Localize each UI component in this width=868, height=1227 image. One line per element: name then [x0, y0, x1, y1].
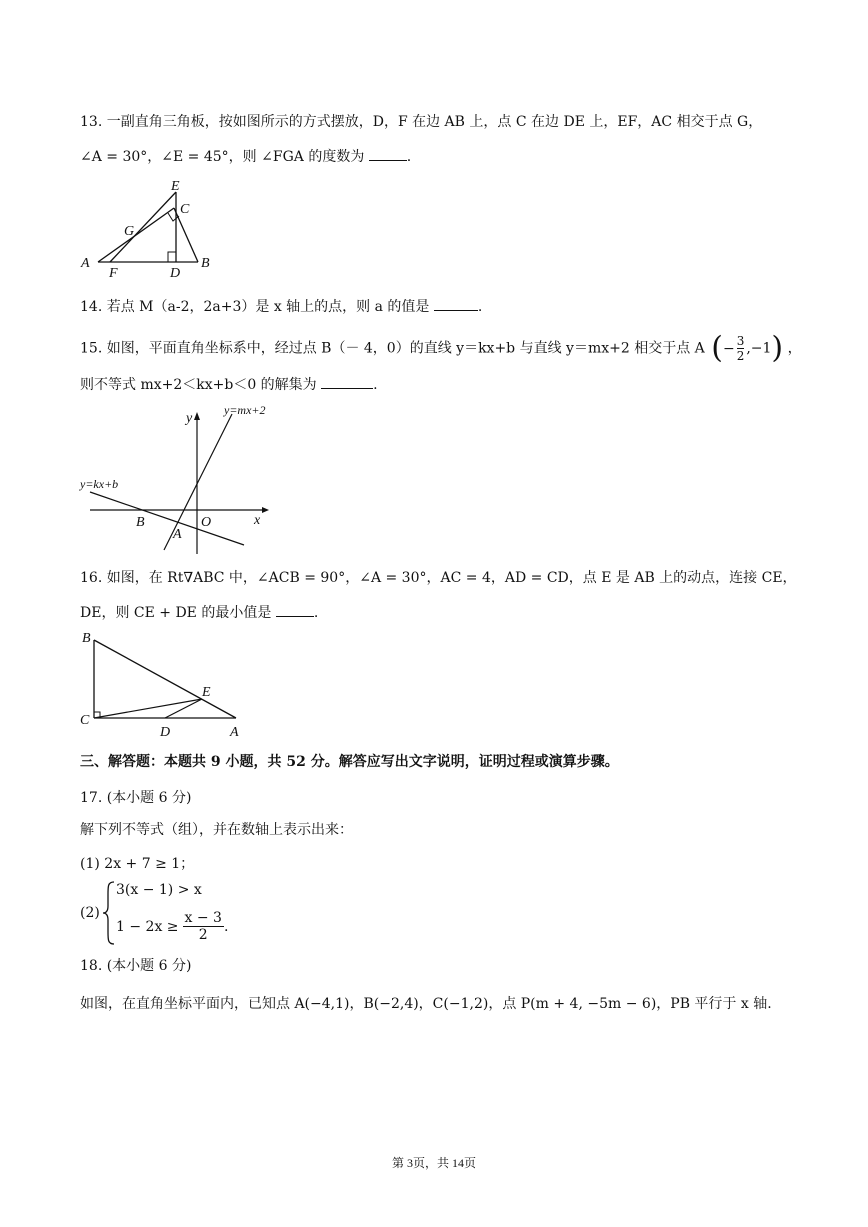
q17-instruction: 解下列不等式（组），并在数轴上表示出来：: [80, 822, 353, 838]
q13-line2-text: ∠A = 30°，∠E = 45°，则 ∠FGA 的度数为: [80, 149, 365, 165]
q15-label-B: B: [136, 515, 145, 530]
q17-sys-line2-lhs: 1 − 2x ≥: [116, 918, 179, 935]
q17-system: [100, 880, 229, 946]
q15-text: 15. 如图，平面直角坐标系中，经过点 B（－ 4，0）的直线 y＝kx+b 与直线 y＝mx+2 相交于点 A: [80, 340, 705, 357]
q16-figure: [76, 626, 256, 742]
q15-x-arrow: [262, 507, 269, 513]
q15-label-O: O: [201, 515, 212, 530]
q15-line2-text: 则不等式 mx+2＜kx+b＜0 的解集为: [80, 377, 317, 393]
q13-label-A: A: [81, 256, 90, 271]
q16-label-D: D: [160, 725, 171, 740]
q15-line-kx-b: [90, 492, 244, 545]
q15-point-A: (− $\frac{3}{2}$ ,−1): [711, 330, 784, 366]
q15-label-kxb: y=kx+b: [80, 477, 119, 491]
page-footer: 第 3页，共 14页: [391, 1156, 476, 1170]
q17-part1: (1) 2x + 7 ≥ 1；: [80, 856, 195, 872]
q16-segment-CE: [94, 699, 202, 718]
q14-line: [80, 296, 482, 317]
q13-figure: [76, 178, 226, 280]
q13-segment-FE: [110, 192, 176, 262]
q17-sys-den: 2: [198, 927, 208, 943]
q16-answer-blank: [276, 602, 314, 617]
q15-label-y: y: [186, 411, 193, 426]
q17-header: 17. (本小题 6 分): [80, 790, 192, 806]
q15-y-arrow: [194, 412, 200, 420]
q15-point-A-y: −1: [750, 340, 772, 357]
q13-label-C: C: [180, 202, 190, 217]
q17-part2-label: (2): [80, 905, 100, 921]
q14-text: 14. 若点 M（a-2，2a+3）是 x 轴上的点，则 a 的值是: [80, 299, 430, 315]
q15-answer-blank: [321, 374, 373, 389]
q13-right-angle-D: [168, 252, 176, 262]
q16-line2-text: DE，则 CE + DE 的最小值是: [80, 605, 272, 621]
q15-period: .: [373, 377, 378, 393]
section3-title: 三、解答题：本题共 9 小题，共 52 分。解答应写出文字说明，证明过程或演算步骤。: [80, 754, 619, 770]
q14-period: .: [477, 299, 483, 315]
q13-label-G: G: [124, 224, 135, 239]
q18-text: 如图，在直角坐标平面内，已知点 A(−4,1)，B(−2,4)，C(−1,2)，点 P(m + 4, −5m − 6)，PB 平行于 x 轴.: [80, 996, 772, 1012]
q16-line1: 16. 如图，在 Rt∇ABC 中，∠ACB = 90°，∠A = 30°，AC = 4，AD = CD，点 E 是 AB 上的动点，连接 CE，: [80, 570, 797, 586]
q15-label-mx2: y=mx+2: [224, 403, 266, 417]
q15-figure: [76, 400, 286, 556]
q13-label-D: D: [170, 266, 181, 280]
q13-line2: [80, 146, 411, 167]
q15-label-A: A: [173, 527, 182, 542]
q13-line1: 13. 一副直角三角板，按如图所示的方式摆放，D，F 在边 AB 上，点 C 在边 DE 上，EF，AC 相交于点 G，: [80, 114, 763, 130]
q15-line2: [80, 374, 378, 395]
q17-sys-end: .: [223, 918, 229, 935]
q16-period: .: [313, 605, 319, 621]
q17-brace-icon: [102, 880, 116, 946]
q18-header: 18. (本小题 6 分): [80, 958, 192, 974]
q16-label-A: A: [230, 725, 239, 740]
q16-label-C: C: [80, 713, 90, 728]
q16-line2: [80, 602, 318, 623]
q13-label-B: B: [201, 256, 210, 271]
q16-label-B: B: [82, 631, 91, 646]
q16-segment-BA: [94, 640, 236, 718]
q13-label-F: F: [109, 266, 118, 280]
q13-label-E: E: [171, 179, 180, 194]
q13-period: .: [406, 149, 412, 165]
q15-line1: 15. 如图，平面直角坐标系中，经过点 B（－ 4，0）的直线 y＝kx+b 与直线 y＝mx+2 相交于点 A (− $\frac{3}{2}$ ,−1) ，: [80, 330, 802, 366]
q13-answer-blank: [369, 146, 407, 161]
q15-point-A-num: 3: [736, 334, 745, 348]
q15-point-A-den: 2: [736, 349, 745, 363]
q17-sys-num: x − 3: [184, 910, 222, 926]
q14-answer-blank: [434, 296, 478, 311]
q17-sys-line2: [116, 910, 228, 943]
q17-sys-line1: 3(x − 1) > x: [116, 882, 202, 898]
q15-label-x: x: [254, 513, 261, 528]
q16-label-E: E: [202, 685, 211, 700]
